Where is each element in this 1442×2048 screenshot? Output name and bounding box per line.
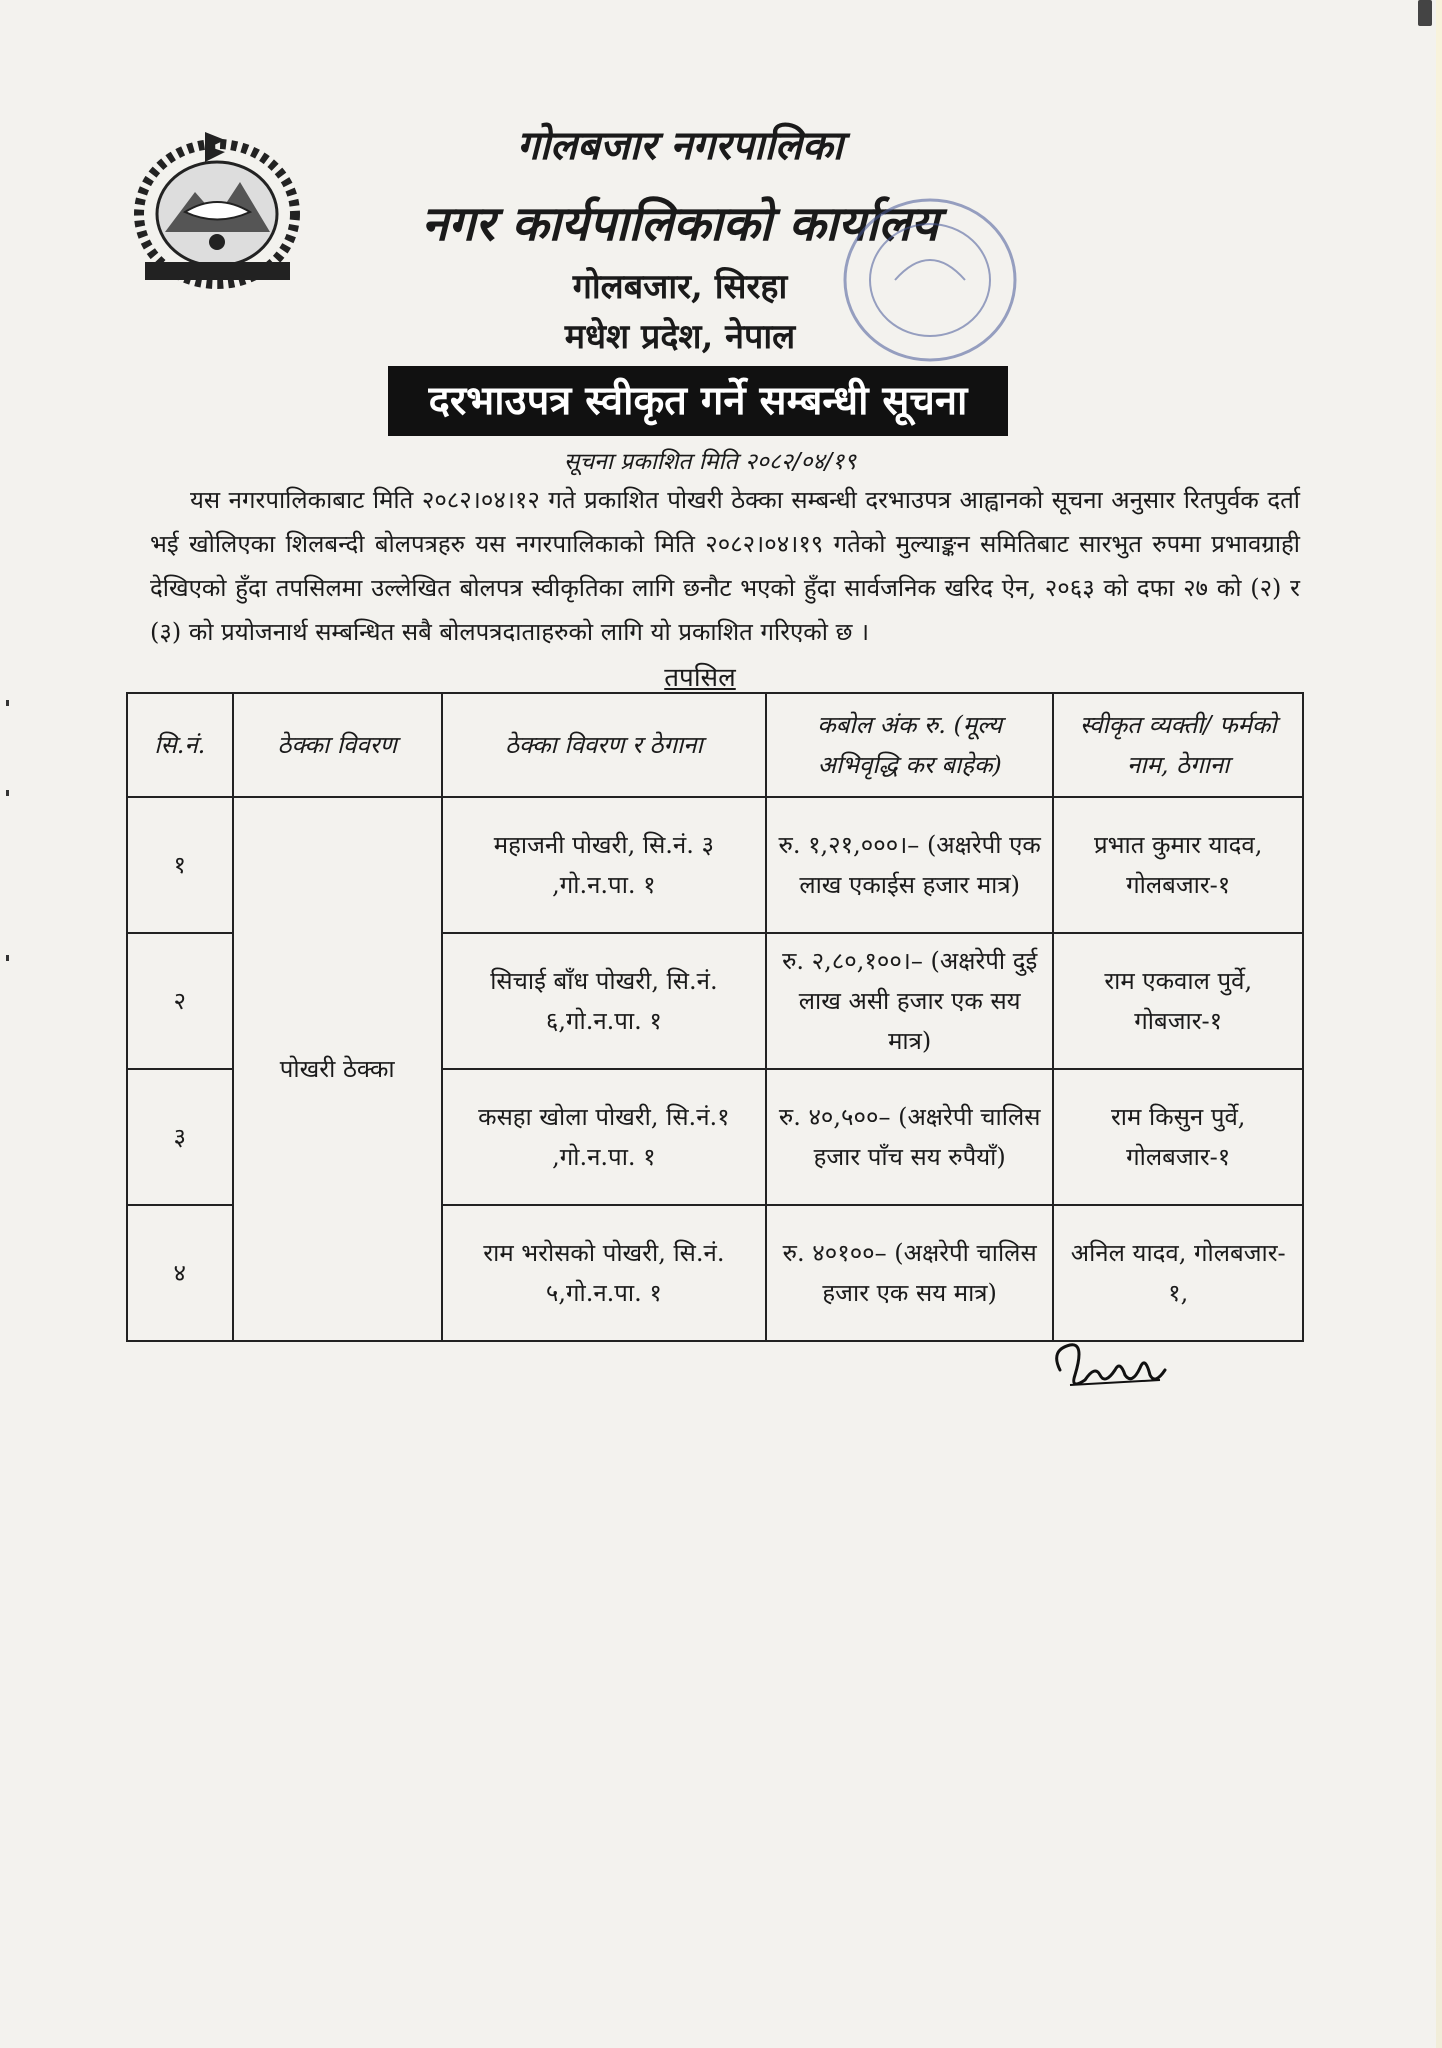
published-date: सूचना प्रकाशित मिति २०८२/०४/१९ bbox=[563, 449, 857, 475]
cell-sn: ४ bbox=[127, 1205, 233, 1341]
header-sn: सि.नं. bbox=[127, 693, 233, 797]
table-header-row bbox=[127, 693, 1303, 797]
cell-winner: राम एकवाल पुर्वे, गोबजार-१ bbox=[1053, 933, 1303, 1069]
cell-location: महाजनी पोखरी, सि.नं. ३ ,गो.न.पा. १ bbox=[442, 797, 766, 933]
awarded-contracts-table bbox=[126, 692, 1304, 1342]
cell-sn: २ bbox=[127, 933, 233, 1069]
cell-amount: रु. १,२१,०००।– (अक्षरेपी एक लाख एकाईस हजार मात्र) bbox=[766, 797, 1054, 933]
header-bid-amount: कबोल अंक रु. (मूल्य अभिवृद्धि कर बाहेक) bbox=[766, 693, 1054, 797]
cell-winner: अनिल यादव, गोलबजार- १, bbox=[1053, 1205, 1303, 1341]
cell-winner: प्रभात कुमार यादव, गोलबजार-१ bbox=[1053, 797, 1303, 933]
office-stamp-icon bbox=[835, 190, 1025, 370]
office-location: गोलबजार, सिरहा bbox=[572, 267, 788, 307]
cell-location: कसहा खोला पोखरी, सि.नं.१ ,गो.न.पा. १ bbox=[442, 1069, 766, 1205]
table-heading: तपसिल bbox=[664, 663, 736, 693]
header-contract-type: ठेक्का विवरण bbox=[233, 693, 442, 797]
cell-amount: रु. ४०,५००– (अक्षरेपी चालिस हजार पाँच सय रुपैयाँ) bbox=[766, 1069, 1054, 1205]
cell-sn: १ bbox=[127, 797, 233, 933]
cell-winner: राम किसुन पुर्वे, गोलबजार-१ bbox=[1053, 1069, 1303, 1205]
cell-sn: ३ bbox=[127, 1069, 233, 1205]
signature-icon bbox=[1040, 1330, 1180, 1400]
cell-amount: रु. २,८०,१००।– (अक्षरेपी दुई लाख असी हजार एक सय मात्र) bbox=[766, 933, 1054, 1069]
header-winner: स्वीकृत व्यक्ती/ फर्मको नाम, ठेगाना bbox=[1053, 693, 1303, 797]
cell-location: राम भरोसको पोखरी, सि.नं. ५,गो.न.पा. १ bbox=[442, 1205, 766, 1341]
cell-contract-type: पोखरी ठेक्का bbox=[233, 797, 442, 1341]
left-edge-marks bbox=[6, 700, 9, 1000]
notice-body bbox=[150, 478, 1300, 654]
notice-title-banner: दरभाउपत्र स्वीकृत गर्ने सम्बन्धी सूचना bbox=[388, 366, 1008, 436]
office-name: नगर कार्यपालिकाको कार्यालय bbox=[421, 196, 939, 252]
page-right-edge bbox=[1436, 0, 1442, 2048]
cell-amount: रु. ४०१००– (अक्षरेपी चालिस हजार एक सय मात्र) bbox=[766, 1205, 1054, 1341]
municipality-name: गोलबजार नगरपालिका bbox=[517, 122, 843, 169]
header-contract-location: ठेक्का विवरण र ठेगाना bbox=[442, 693, 766, 797]
province-country: मधेश प्रदेश, नेपाल bbox=[564, 317, 796, 357]
notice-paragraph: यस नगरपालिकाबाट मिति २०८२।०४।१२ गते प्रकाशित पोखरी ठेक्का सम्बन्धी दरभाउपत्र आह्वानको सूचना अनुसार रितपुर्वक दर्ता भई खोलिएका शिलबन्दी बोलपत्रहरु यस नगरपालिकाको मिति २०८२।०४।१९ गतेको मुल्याङ्कन समितिबाट सारभुत रुपमा प्रभावग्राही देखिएको हुँदा तपसिलमा उल्लेखित बोलपत्र स्वीकृतिका लागि छनौट भएको हुँदा सार्वजनिक खरिद ऐन, २०६३ को दफा २७ को (२) र (३) को प्रयोजनार्थ सम्बन्धित सबै बोलपत्रदाताहरुको लागि यो प्रकाशित गरिएको छ । bbox=[150, 486, 1300, 646]
nepal-emblem-icon bbox=[125, 122, 310, 292]
corner-mark bbox=[1418, 0, 1432, 26]
table-row bbox=[127, 797, 1303, 933]
cell-location: सिचाई बाँध पोखरी, सि.नं. ६,गो.न.पा. १ bbox=[442, 933, 766, 1069]
